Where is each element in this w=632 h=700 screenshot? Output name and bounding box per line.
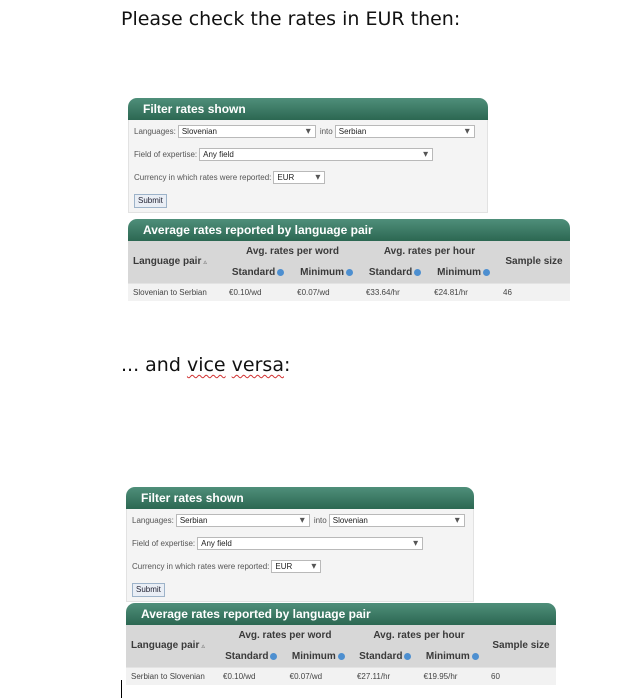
field-label: Field of expertise: bbox=[134, 150, 198, 159]
avg-per-hour-header: Avg. rates per hour bbox=[361, 241, 498, 262]
rates-panel-2 bbox=[126, 603, 556, 685]
into-label: into bbox=[313, 516, 327, 525]
avg-per-word-header: Avg. rates per word bbox=[224, 241, 361, 262]
filter-panel-1 bbox=[128, 98, 488, 213]
vice-word: vice bbox=[186, 354, 226, 376]
hour-standard-header[interactable]: Standard bbox=[352, 646, 419, 667]
sample-size-header: Sample size bbox=[498, 241, 570, 283]
field-label: Field of expertise: bbox=[132, 539, 196, 548]
middle-text: ... and vice versa: bbox=[121, 354, 291, 376]
hour-standard-cell: €27.11/hr bbox=[352, 667, 419, 685]
from-language-select[interactable]: Slovenian ▾ bbox=[178, 125, 316, 138]
text-cursor bbox=[121, 680, 122, 698]
intro-text: Please check the rates in EUR then: bbox=[121, 8, 461, 30]
word-minimum-header[interactable]: Minimum bbox=[292, 262, 361, 283]
word-standard-header[interactable]: Standard bbox=[218, 646, 285, 667]
word-minimum-cell: €0.07/wd bbox=[292, 283, 361, 301]
field-select[interactable]: Any field ▾ bbox=[197, 537, 423, 550]
languages-label: Languages: bbox=[134, 127, 176, 136]
info-icon bbox=[414, 269, 421, 276]
filter-panel-2 bbox=[126, 487, 474, 602]
word-standard-cell: €0.10/wd bbox=[218, 667, 285, 685]
hour-minimum-cell: €19.95/hr bbox=[419, 667, 486, 685]
table-row bbox=[128, 283, 570, 301]
word-minimum-cell: €0.07/wd bbox=[285, 667, 352, 685]
sample-size-header: Sample size bbox=[486, 625, 556, 667]
language-pair-header[interactable]: Language pair ▵ bbox=[128, 241, 224, 283]
hour-minimum-cell: €24.81/hr bbox=[429, 283, 498, 301]
word-standard-cell: €0.10/wd bbox=[224, 283, 292, 301]
info-icon bbox=[277, 269, 284, 276]
table-row bbox=[126, 667, 556, 685]
filter-panel-title: Filter rates shown bbox=[126, 487, 474, 509]
versa-word: versa bbox=[231, 354, 284, 376]
into-label: into bbox=[319, 127, 333, 136]
rates-panel-title: Average rates reported by language pair bbox=[128, 219, 570, 241]
submit-button[interactable]: Submit bbox=[134, 194, 167, 208]
currency-select[interactable]: EUR ▾ bbox=[271, 560, 321, 573]
rates-table bbox=[126, 625, 556, 685]
to-language-select[interactable]: Serbian ▾ bbox=[335, 125, 475, 138]
to-language-select[interactable]: Slovenian ▾ bbox=[329, 514, 465, 527]
info-icon bbox=[270, 653, 277, 660]
word-minimum-header[interactable]: Minimum bbox=[285, 646, 352, 667]
pair-cell: Serbian to Slovenian bbox=[126, 667, 218, 685]
sort-ascending-icon: ▵ bbox=[201, 643, 205, 651]
avg-per-word-header: Avg. rates per word bbox=[218, 625, 352, 646]
info-icon bbox=[472, 653, 479, 660]
field-select[interactable]: Any field ▾ bbox=[199, 148, 433, 161]
avg-per-hour-header: Avg. rates per hour bbox=[352, 625, 486, 646]
rates-table bbox=[128, 241, 570, 301]
currency-label: Currency in which rates were reported: bbox=[134, 173, 272, 182]
hour-standard-cell: €33.64/hr bbox=[361, 283, 429, 301]
info-icon bbox=[346, 269, 353, 276]
currency-label: Currency in which rates were reported: bbox=[132, 562, 270, 571]
rates-panel-1 bbox=[128, 219, 570, 301]
word-standard-header[interactable]: Standard bbox=[224, 262, 292, 283]
sample-size-cell: 60 bbox=[486, 667, 556, 685]
languages-label: Languages: bbox=[132, 516, 174, 525]
hour-minimum-header[interactable]: Minimum bbox=[419, 646, 486, 667]
info-icon bbox=[338, 653, 345, 660]
from-language-select[interactable]: Serbian ▾ bbox=[176, 514, 310, 527]
info-icon bbox=[483, 269, 490, 276]
hour-minimum-header[interactable]: Minimum bbox=[429, 262, 498, 283]
rates-panel-title: Average rates reported by language pair bbox=[126, 603, 556, 625]
info-icon bbox=[404, 653, 411, 660]
sample-size-cell: 46 bbox=[498, 283, 570, 301]
sort-ascending-icon: ▵ bbox=[203, 259, 207, 267]
pair-cell: Slovenian to Serbian bbox=[128, 283, 224, 301]
language-pair-header[interactable]: Language pair ▵ bbox=[126, 625, 218, 667]
filter-panel-title: Filter rates shown bbox=[128, 98, 488, 120]
submit-button[interactable]: Submit bbox=[132, 583, 165, 597]
currency-select[interactable]: EUR ▾ bbox=[273, 171, 325, 184]
hour-standard-header[interactable]: Standard bbox=[361, 262, 429, 283]
